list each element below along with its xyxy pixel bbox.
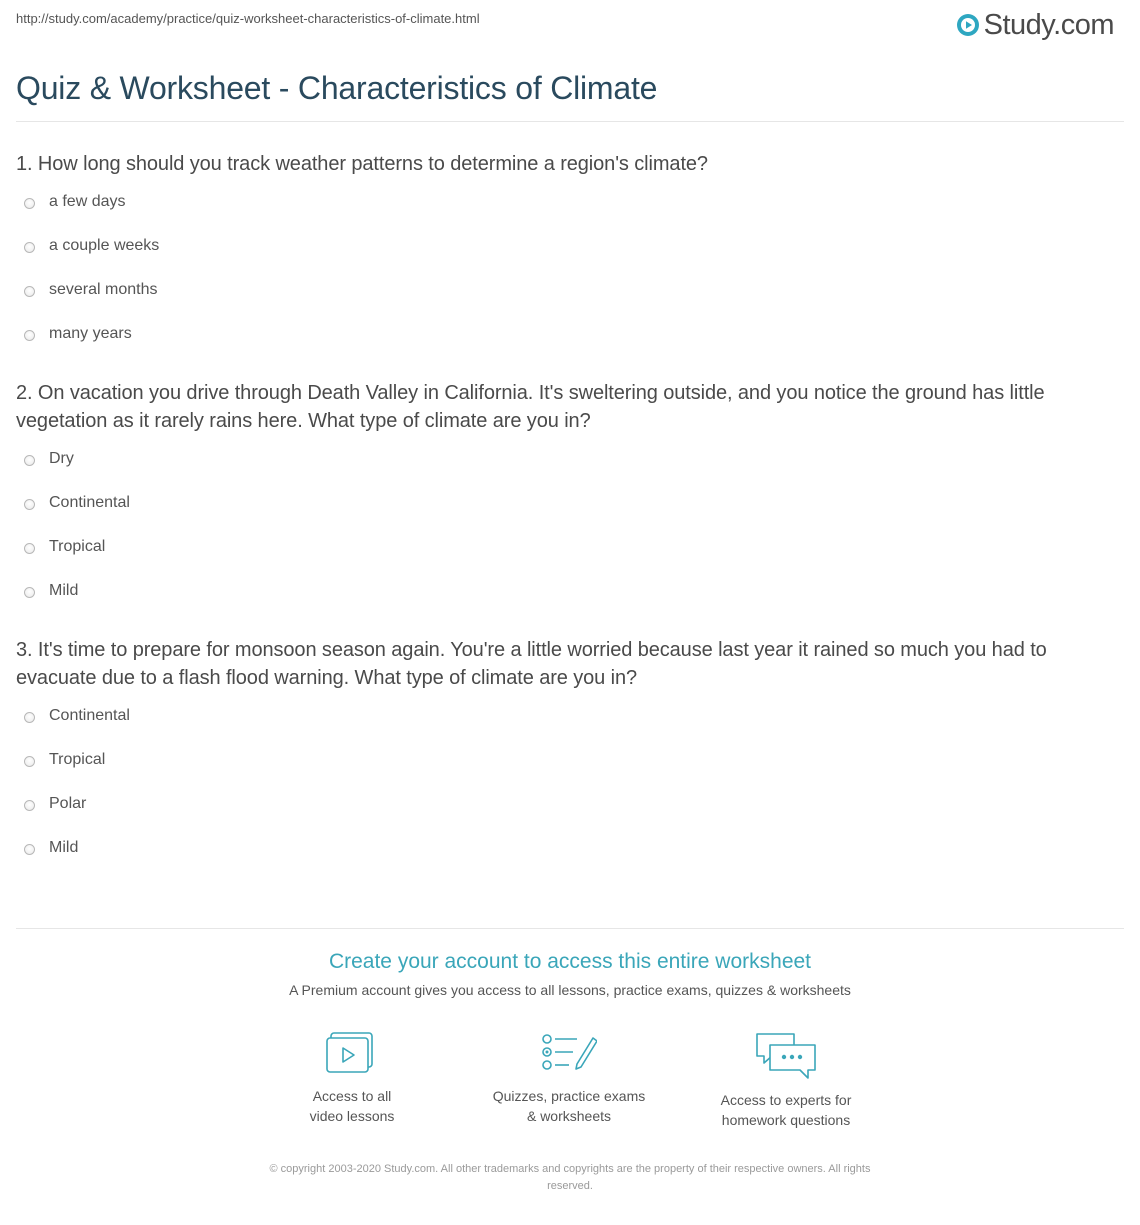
radio-button[interactable] — [24, 286, 35, 297]
feature-experts — [686, 1030, 886, 1130]
answer-option[interactable] — [16, 749, 1111, 793]
feature-quizzes — [469, 1030, 669, 1126]
radio-button[interactable] — [24, 800, 35, 811]
header-divider — [16, 121, 1124, 122]
answer-option[interactable] — [16, 837, 1111, 881]
radio-button[interactable] — [24, 330, 35, 341]
radio-button[interactable] — [24, 844, 35, 855]
logo-text: Study.com — [983, 9, 1114, 41]
feature-video-lessons — [252, 1030, 452, 1126]
cta-subtitle: A Premium account gives you access to all lessons, practice exams, quizzes & worksheets — [289, 982, 851, 998]
answer-text: Continental — [49, 494, 130, 511]
play-circle-icon — [956, 13, 980, 37]
answer-option[interactable] — [16, 492, 1111, 536]
video-lessons-icon — [324, 1030, 380, 1078]
feature-label: Access to experts for homework questions — [720, 1092, 852, 1128]
answer-option[interactable] — [16, 279, 1111, 323]
answer-option[interactable] — [16, 235, 1111, 279]
copyright-footer — [0, 1161, 1140, 1195]
question-text: 2. On vacation you drive through Death Valley in California. It's sweltering outside, and you notice the ground has little vegetation as it rarely rains here. What type of climate are you in? — [16, 382, 1045, 432]
radio-button[interactable] — [24, 499, 35, 510]
radio-button[interactable] — [24, 455, 35, 466]
answer-text: Mild — [49, 839, 79, 856]
answer-text: a couple weeks — [49, 237, 160, 254]
radio-button[interactable] — [24, 543, 35, 554]
answer-option[interactable] — [16, 448, 1111, 492]
radio-button[interactable] — [24, 242, 35, 253]
answer-text: a few days — [49, 193, 126, 210]
answer-text: Dry — [49, 450, 74, 467]
answer-option[interactable] — [16, 705, 1111, 749]
study-logo[interactable] — [956, 8, 1114, 42]
answer-option[interactable] — [16, 536, 1111, 580]
answer-text: Tropical — [49, 751, 106, 768]
question-2 — [16, 379, 1111, 624]
answer-text: several months — [49, 281, 158, 298]
copyright-line-1: © copyright 2003-2020 Study.com. All other trademarks and copyrights are the property of their respective owners. All rights — [269, 1163, 871, 1175]
feature-label: Quizzes, practice exams & worksheets — [492, 1088, 646, 1124]
answer-option[interactable] — [16, 191, 1111, 235]
question-list — [16, 150, 1111, 893]
question-1 — [16, 150, 1111, 367]
radio-button[interactable] — [24, 712, 35, 723]
answer-text: Tropical — [49, 538, 106, 555]
radio-button[interactable] — [24, 198, 35, 209]
question-3 — [16, 636, 1111, 881]
cta-divider — [16, 928, 1124, 929]
page-url: http://study.com/academy/practice/quiz-worksheet-characteristics-of-climate.html — [16, 11, 480, 26]
quiz-list-icon — [541, 1030, 597, 1078]
answer-option[interactable] — [16, 323, 1111, 367]
answer-option[interactable] — [16, 793, 1111, 837]
answer-text: many years — [49, 325, 132, 342]
radio-button[interactable] — [24, 756, 35, 767]
page-title: Quiz & Worksheet - Characteristics of Climate — [16, 70, 658, 106]
question-text: 3. It's time to prepare for monsoon season again. You're a little worried because last year it rained so much you had to evacuate due to a flash flood warning. What type of climate are you in? — [16, 639, 1047, 689]
copyright-line-2: reserved. — [547, 1180, 593, 1192]
feature-label: Access to all video lessons — [309, 1088, 395, 1124]
answer-text: Continental — [49, 707, 130, 724]
answer-option[interactable] — [16, 580, 1111, 624]
answer-text: Polar — [49, 795, 87, 812]
radio-button[interactable] — [24, 587, 35, 598]
chat-bubbles-icon — [754, 1030, 818, 1082]
cta-title[interactable]: Create your account to access this entire worksheet — [328, 950, 812, 973]
question-text: 1. How long should you track weather patterns to determine a region's climate? — [16, 153, 708, 175]
answer-text: Mild — [49, 582, 79, 599]
